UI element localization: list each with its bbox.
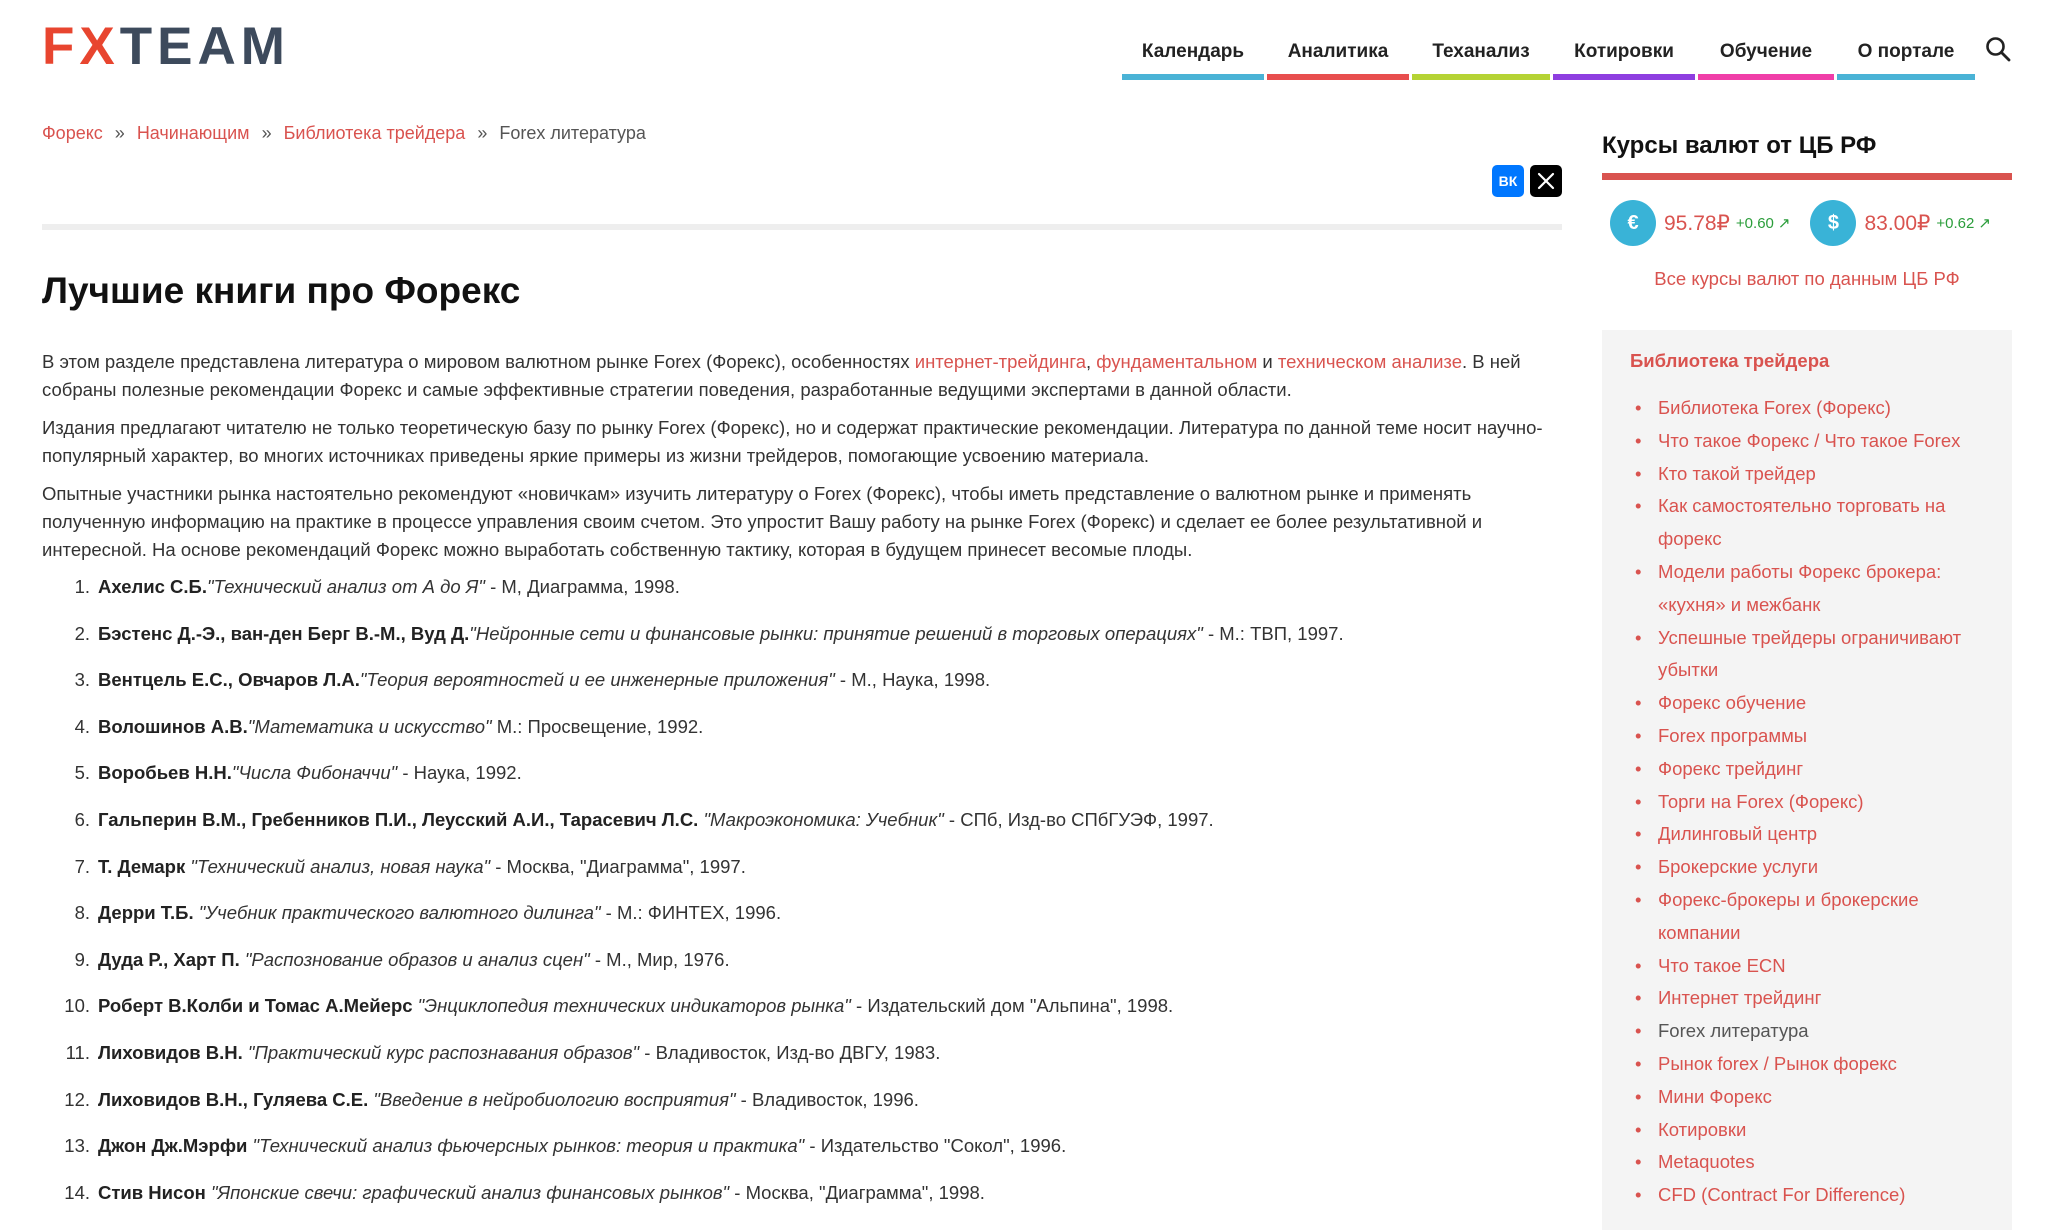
vk-icon: ВК [1498,173,1518,189]
book-number: 7. [74,855,90,877]
logo-team: TEAM [119,17,290,76]
x-share-button[interactable] [1530,165,1562,197]
book-author: Лиховидов В.Н. [98,1041,243,1063]
book-entry [98,943,730,990]
book-title: "Энциклопедия технических индикаторов рынка" [412,995,851,1017]
book-item [42,1036,1562,1083]
book-title: "Теория вероятностей и ее инженерные приложения" [359,669,835,691]
vk-share-button[interactable] [1492,165,1524,197]
book-entry [98,756,522,803]
book-publisher: - М., Мир, 1976. [589,948,730,970]
dollar-icon: $ [1810,200,1856,246]
book-publisher: - Москва, "Диаграмма", 1998. [729,1181,985,1203]
rate-dollar [1810,200,1990,246]
book-number: 10. [64,995,90,1017]
book-title: "Математика и искусство" [247,715,492,737]
social-share [1492,165,1562,197]
breadcrumb-library[interactable]: Библиотека трейдера [283,123,466,143]
book-item [42,617,1562,664]
book-entry [98,1036,940,1083]
link-fundamental[interactable]: фундаментальном [1096,351,1258,372]
library-link[interactable]: • Кто такой трейдер [1630,458,2000,491]
link-technical-analysis[interactable]: техническом анализе [1277,351,1462,372]
library-link[interactable]: • Успешные трейдеры ограничивают убытки [1630,622,2000,688]
book-item [42,570,1562,617]
book-author: Стив Нисон [98,1181,206,1203]
book-item [42,989,1562,1036]
library-list [1630,392,2000,1212]
rate-value: 83.00₽ [1864,211,1931,235]
nav-calendar[interactable]: Календарь [1122,30,1264,80]
library-link[interactable]: • Что такое ECN [1630,950,2000,983]
book-entry [98,570,680,617]
book-author: Т. Демарк [98,855,186,877]
library-link[interactable]: • Библиотека Forex (Форекс) [1630,392,2000,425]
book-number: 4. [74,715,90,737]
library-link[interactable]: • Брокерские услуги [1630,851,2000,884]
search-icon[interactable] [1985,36,2011,62]
book-publisher: - М.: ФИНТЕХ, 1996. [600,902,782,924]
book-publisher: - Наука, 1992. [397,762,522,784]
book-title: "Практический курс распознавания образов" [242,1041,640,1063]
rates-underline [1602,173,2012,180]
book-entry [98,989,1173,1036]
intro-paragraph-2: Издания предлагают читателю не только теоретическую базу по рынку Forex (Форекс), но и содержат практические рекомендации. Литература по данной теме носит научно-популярный характер, во многих источниках приведены яркие примеры из жизни трейдеров, помогающие усвоению материала. [42,417,1543,466]
book-entry [98,710,703,757]
book-item [42,1176,1562,1223]
book-publisher: - Владивосток, Изд-во ДВГУ, 1983. [639,1041,941,1063]
breadcrumb-separator: » [477,123,488,143]
book-publisher: - Владивосток, 1996. [735,1088,919,1110]
book-author: Вентцель Е.С., Овчаров Л.А. [98,669,360,691]
book-number: 3. [74,669,90,691]
book-number: 13. [64,1135,90,1157]
library-link[interactable]: • Котировки [1630,1114,2000,1147]
library-link[interactable]: • Торги на Forex (Форекс) [1630,786,2000,819]
book-item [42,663,1562,710]
book-number: 9. [74,948,90,970]
book-item [42,1083,1562,1130]
breadcrumb-beginners[interactable]: Начинающим [136,123,250,143]
book-publisher: - М., Наука, 1998. [834,669,991,691]
book-number: 5. [74,762,90,784]
rate-change: +0.60 [1735,214,1774,232]
rates-title: Курсы валют от ЦБ РФ [1602,132,1877,159]
euro-icon: € [1610,200,1656,246]
book-publisher: - Издательство "Сокол", 1996. [804,1135,1067,1157]
intro-paragraph-1: В этом разделе представлена литература о мировом валютном рынке Forex (Форекс), особенностях интернет-трейдинга, фундаментальном и техническом анализе. В ней собраны полезные рекомендации Форекс и самые эффективные стратегии поведения, разработанные ведущими экспертами в данной области. [42,351,1521,400]
book-title: "Технический анализ от А до Я" [206,576,485,597]
nav-quotes[interactable]: Котировки [1553,30,1695,80]
book-title: "Технический анализ, новая наука" [185,855,491,877]
library-link[interactable]: • CFD (Contract For Difference) [1630,1179,2000,1212]
book-author: Лиховидов В.Н., Гуляева С.Е. [98,1088,369,1110]
book-title: "Учебник практического валютного дилинга" [193,902,601,924]
currency-rates [1610,200,1991,246]
book-title: "Макроэкономика: Учебник" [698,808,944,830]
library-link[interactable]: • Metaquotes [1630,1146,2000,1179]
book-entry [98,1129,1066,1176]
library-link[interactable]: • Модели работы Форекс брокера: «кухня» и межбанк [1630,556,2000,622]
book-title: "Нейронные сети и финансовые рынки: принятие решений в торговых операциях" [469,622,1203,644]
book-number: 14. [64,1181,90,1203]
book-item [42,896,1562,943]
book-publisher: - М, Диаграмма, 1998. [484,576,680,597]
arrow-up-right-icon: ↗ [1978,215,1991,232]
book-title: "Японские свечи: графический анализ финансовых рынков" [205,1181,730,1203]
library-link[interactable]: • Форекс трейдинг [1630,753,2000,786]
library-sidebar [1602,330,2012,1230]
book-entry [98,803,1214,850]
book-item [42,710,1562,757]
book-number: 11. [65,1041,90,1063]
book-publisher: - Москва, "Диаграмма", 1997. [490,855,746,877]
book-publisher: - М.: ТВП, 1997. [1202,622,1344,644]
book-author: Роберт В.Колби и Томас А.Мейерс [98,995,413,1017]
book-entry [98,1083,919,1130]
book-entry [98,617,1344,664]
rate-euro [1610,200,1790,246]
arrow-up-right-icon: ↗ [1777,215,1791,232]
book-entry [98,663,990,710]
intro-paragraph-3: Опытные участники рынка настоятельно рекомендуют «новичкам» изучить литературу о Forex (Форекс), чтобы иметь представление о валютном рынке и применять полученную информацию на практике в процессе управления своим счетом. Это упростит Вашу работу на рынке Forex (Форекс) и сделает ее более результативной и интересной. На основе рекомендаций Форекс можно выработать собственную тактику, которая в будущем принесет весомые плоды. [42,483,1483,560]
book-item [42,1129,1562,1176]
book-item [42,943,1562,990]
x-icon [1537,172,1555,190]
nav-analytics[interactable]: Аналитика [1267,30,1409,80]
breadcrumb [42,123,646,144]
nav-tech-analysis[interactable]: Теханализ [1412,30,1550,80]
library-link-current: • Forex литература [1630,1015,2000,1048]
main-nav [1122,30,1978,80]
library-link[interactable]: • Форекс обучение [1630,687,2000,720]
book-author: Дуда Р., Харт П. [98,948,240,970]
breadcrumb-separator: » [261,123,272,143]
book-author: Воробьев Н.Н. [98,762,232,784]
book-author: Бэстенс Д.-Э., ван-ден Берг В.-М., Вуд Д. [98,622,470,644]
book-entry [98,896,781,943]
library-link[interactable]: • Дилинговый центр [1630,818,2000,851]
book-author: Джон Дж.Мэрфи [98,1135,248,1157]
book-entry [98,1176,985,1223]
breadcrumb-current: Forex литература [499,123,646,143]
book-title: "Технический анализ фьючерсных рынков: теория и практика" [247,1135,805,1157]
logo-fx: FX [42,17,120,76]
divider [42,224,1562,230]
library-link[interactable]: • Интернет трейдинг [1630,982,2000,1015]
book-author: Дерри Т.Б. [98,902,194,924]
book-list [42,570,1562,1222]
all-rates-link[interactable]: Все курсы валют по данным ЦБ РФ [1654,268,1960,289]
book-author: Гальперин В.М., Гребенников П.И., Леусский А.И., Тарасевич Л.С. [98,808,699,830]
library-title[interactable]: Библиотека трейдера [1630,350,1830,371]
intro-text [42,348,1562,574]
book-author: Ахелис С.Б. [98,576,207,597]
book-number: 6. [74,808,90,830]
book-number: 8. [74,902,90,924]
book-item [42,803,1562,850]
nav-education[interactable]: Обучение [1698,30,1834,80]
book-item [42,756,1562,803]
book-publisher: М.: Просвещение, 1992. [491,715,704,737]
library-link[interactable]: • Что такое Форекс / Что такое Forex [1630,425,2000,458]
breadcrumb-forex[interactable]: Форекс [42,123,103,143]
library-link[interactable]: • Рынок forex / Рынок форекс [1630,1048,2000,1081]
library-link[interactable]: • Как самостоятельно торговать на форекс [1630,490,2000,556]
book-title: "Распознование образов и анализ сцен" [239,948,590,970]
book-item [42,850,1562,897]
book-title: "Введение в нейробиологию восприятия" [368,1088,736,1110]
library-link[interactable]: • Мини Форекс [1630,1081,2000,1114]
nav-about[interactable]: О портале [1837,30,1975,80]
book-entry [98,850,746,897]
book-number: 12. [64,1088,90,1110]
book-number: 1. [74,576,90,597]
breadcrumb-separator: » [114,123,125,143]
library-link[interactable]: • Forex программы [1630,720,2000,753]
rate-value: 95.78₽ [1664,211,1730,235]
rate-change: +0.62 [1936,214,1975,232]
book-author: Волошинов А.В. [98,715,248,737]
logo[interactable] [42,17,290,76]
page-title: Лучшие книги про Форекс [42,270,521,311]
library-link[interactable]: • Форекс-брокеры и брокерские компании [1630,884,2000,950]
book-publisher: - Издательский дом "Альпина", 1998. [850,995,1174,1017]
book-number: 2. [74,622,90,644]
link-internet-trading[interactable]: интернет-трейдинга [914,351,1087,372]
book-publisher: - СПб, Изд-во СПбГУЭФ, 1997. [943,808,1214,830]
book-title: "Числа Фибоначчи" [231,762,398,784]
